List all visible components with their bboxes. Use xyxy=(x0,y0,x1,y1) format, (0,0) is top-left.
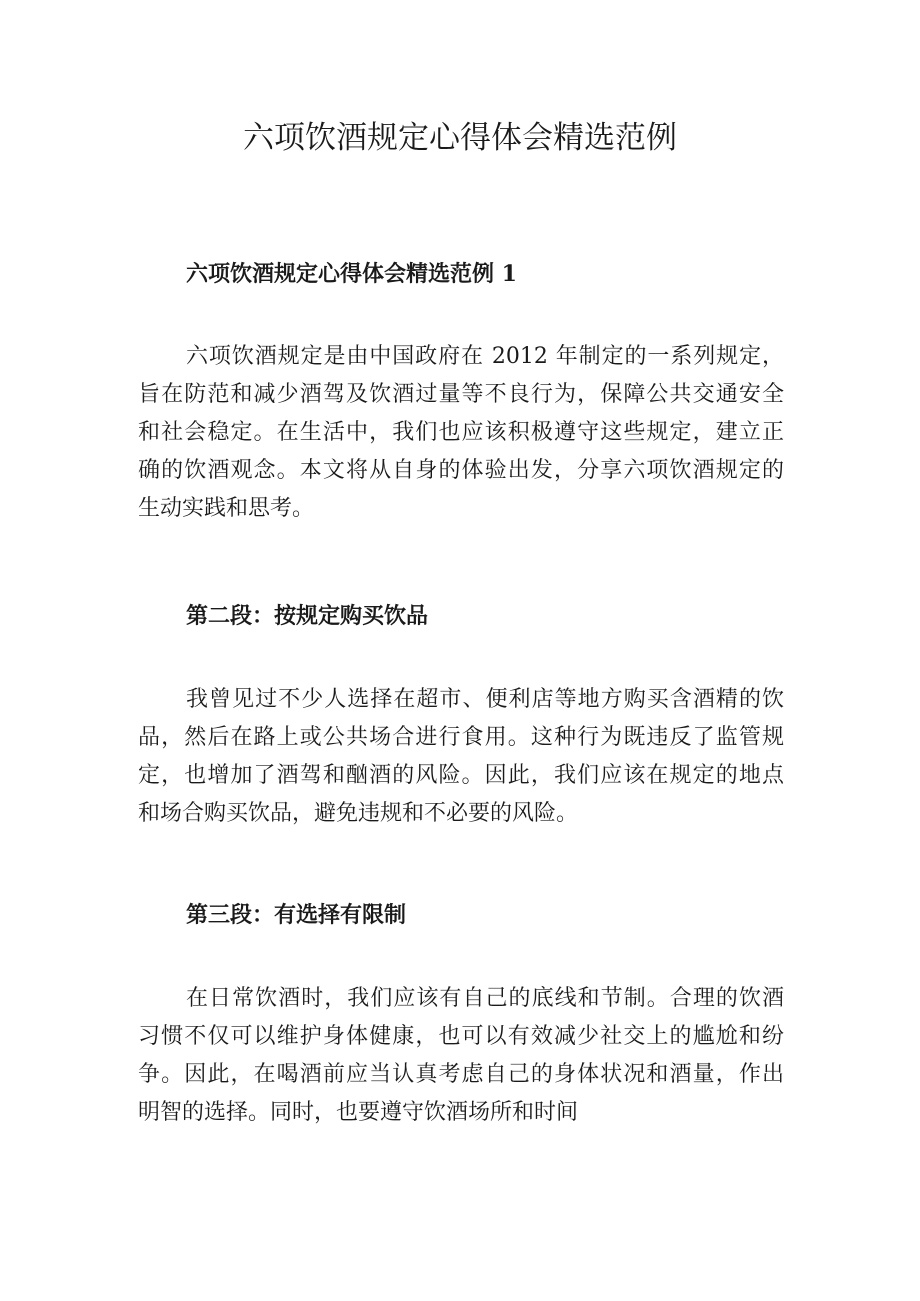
paragraph-intro xyxy=(138,338,784,528)
paragraph-line: 习惯不仅可以维护身体健康，也可以有效减少社交上的尴尬和纷 xyxy=(138,1024,784,1049)
paragraph-line: 在日常饮酒时，我们应该有自己的底线和节制。合理的饮酒 xyxy=(186,986,784,1011)
paragraph-line: 旨在防范和减少酒驾及饮酒过量等不良行为，保障公共交通安全 xyxy=(138,382,784,407)
paragraph-line: 生动实践和思考。 xyxy=(138,496,315,521)
section-heading-3: 第三段：有选择有限制 xyxy=(186,902,407,928)
section-heading-2: 第二段：按规定购买饮品 xyxy=(186,603,429,629)
document-title: 六项饮酒规定心得体会精选范例 xyxy=(243,120,677,156)
section-heading-1: 六项饮酒规定心得体会精选范例 1 xyxy=(186,261,517,287)
paragraph-purchase xyxy=(138,681,784,833)
paragraph-limits xyxy=(138,980,784,1132)
paragraph-line: 和社会稳定。在生活中，我们也应该积极遵守这些规定，建立正 xyxy=(138,420,784,445)
paragraph-line: 争。因此，在喝酒前应当认真考虑自己的身体状况和酒量，作出 xyxy=(138,1062,784,1087)
paragraph-line: 明智的选择。同时，也要遵守饮酒场所和时间 xyxy=(138,1100,579,1125)
paragraph-line: 我曾见过不少人选择在超市、便利店等地方购买含酒精的饮 xyxy=(186,687,784,712)
paragraph-line: 六项饮酒规定是由中国政府在 2012 年制定的一系列规定， xyxy=(186,344,784,369)
paragraph-line: 和场合购买饮品，避免违规和不必要的风险。 xyxy=(138,801,579,826)
paragraph-line: 定，也增加了酒驾和酗酒的风险。因此，我们应该在规定的地点 xyxy=(138,763,784,788)
paragraph-line: 品，然后在路上或公共场合进行食用。这种行为既违反了监管规 xyxy=(138,725,784,750)
paragraph-line: 确的饮酒观念。本文将从自身的体验出发，分享六项饮酒规定的 xyxy=(138,458,784,483)
